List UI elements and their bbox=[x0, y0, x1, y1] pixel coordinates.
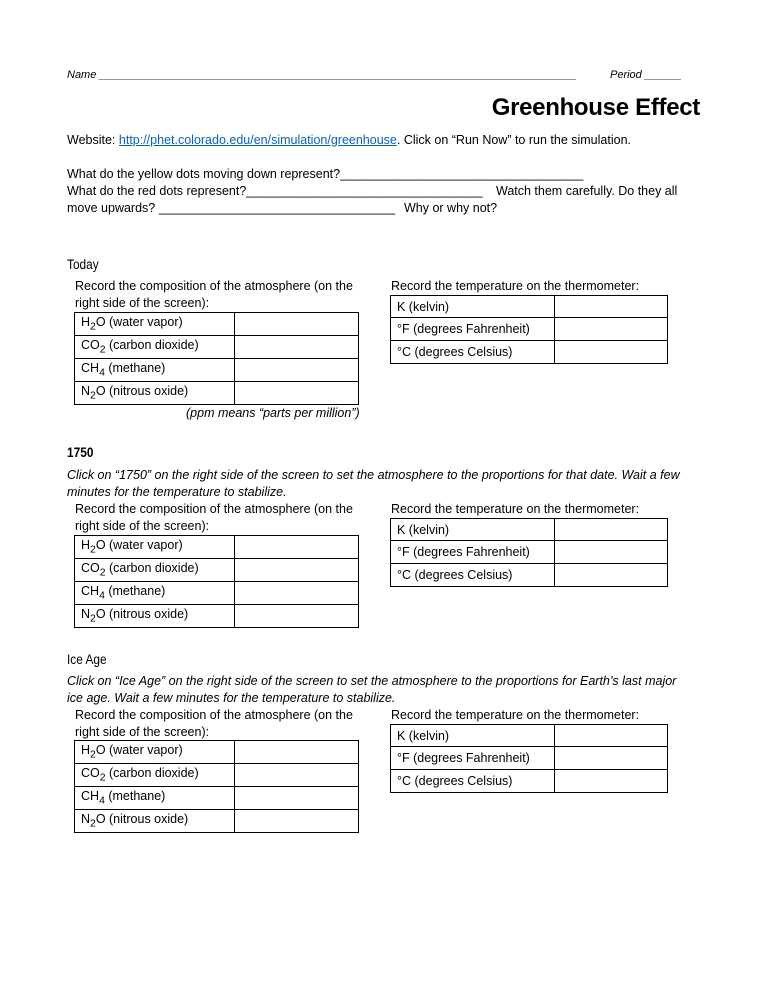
period-line: Period ______ bbox=[610, 69, 682, 81]
h2o-label: $H_2O$ (water vapor) bbox=[75, 741, 235, 764]
co2-label: $CO_2$ (carbon dioxide) bbox=[75, 336, 235, 359]
composition-heading-2: right side of the screen): bbox=[75, 296, 210, 310]
question-why: Why or why not? bbox=[404, 201, 498, 215]
website-prefix: Website: bbox=[67, 133, 116, 147]
website-link[interactable]: http://phet.colorado.edu/en/simulation/greenhouse bbox=[118, 133, 397, 147]
instruction-ice-age: Click on “Ice Age” on the right side of the screen to set the atmosphere to the proportions for Earth’s last major bbox=[67, 674, 677, 688]
table-row bbox=[75, 741, 359, 764]
composition-table-1750 bbox=[74, 535, 359, 628]
composition-heading: Record the composition of the atmosphere (on the bbox=[75, 502, 353, 516]
ch4-input[interactable] bbox=[235, 582, 359, 605]
celsius-input[interactable] bbox=[555, 564, 668, 587]
ppm-note: (ppm means “parts per million”) bbox=[186, 406, 360, 420]
question-yellow-dots: What do the yellow dots moving down represent?___________________________________ bbox=[67, 167, 584, 181]
composition-table-today bbox=[74, 312, 359, 405]
n2o-input[interactable] bbox=[235, 810, 359, 833]
section-heading-1750: 1750 bbox=[67, 445, 94, 460]
question-move-upwards: move upwards? __________________________________ bbox=[67, 201, 396, 215]
table-row bbox=[75, 382, 359, 405]
kelvin-input[interactable] bbox=[555, 725, 668, 747]
co2-input[interactable] bbox=[235, 764, 359, 787]
instruction-1750: Click on “1750” on the right side of the screen to set the atmosphere to the proportions for that date. Wait a few bbox=[67, 468, 680, 482]
table-row bbox=[75, 605, 359, 628]
celsius-label: °C (degrees Celsius) bbox=[391, 564, 555, 587]
co2-input[interactable] bbox=[235, 559, 359, 582]
n2o-input[interactable] bbox=[235, 382, 359, 405]
ch4-input[interactable] bbox=[235, 359, 359, 382]
kelvin-label: K (kelvin) bbox=[391, 725, 555, 747]
table-row bbox=[391, 564, 668, 587]
table-row bbox=[75, 810, 359, 833]
temperature-heading: Record the temperature on the thermometer: bbox=[391, 502, 640, 516]
celsius-label: °C (degrees Celsius) bbox=[391, 770, 555, 793]
table-row bbox=[391, 318, 668, 341]
n2o-label: $N_2O$ (nitrous oxide) bbox=[75, 382, 235, 405]
table-row bbox=[391, 747, 668, 770]
table-row bbox=[75, 559, 359, 582]
n2o-label: $N_2O$ (nitrous oxide) bbox=[75, 605, 235, 628]
ch4-label: $CH_4$ (methane) bbox=[75, 582, 235, 605]
celsius-input[interactable] bbox=[555, 770, 668, 793]
table-row bbox=[75, 764, 359, 787]
kelvin-label: K (kelvin) bbox=[391, 296, 555, 318]
table-row bbox=[391, 770, 668, 793]
section-heading-today: Today bbox=[67, 257, 99, 272]
composition-heading: Record the composition of the atmosphere (on the bbox=[75, 279, 353, 293]
co2-label: $CO_2$ (carbon dioxide) bbox=[75, 559, 235, 582]
table-row bbox=[75, 336, 359, 359]
table-row bbox=[75, 359, 359, 382]
table-row bbox=[75, 787, 359, 810]
fahrenheit-input[interactable] bbox=[555, 318, 668, 341]
h2o-input[interactable] bbox=[235, 313, 359, 336]
co2-label: $CO_2$ (carbon dioxide) bbox=[75, 764, 235, 787]
co2-input[interactable] bbox=[235, 336, 359, 359]
temperature-heading: Record the temperature on the thermometer: bbox=[391, 279, 640, 293]
h2o-input[interactable] bbox=[235, 741, 359, 764]
fahrenheit-label: °F (degrees Fahrenheit) bbox=[391, 541, 555, 564]
table-row bbox=[75, 582, 359, 605]
table-row bbox=[391, 296, 668, 318]
section-heading-ice-age: Ice Age bbox=[67, 652, 107, 667]
fahrenheit-label: °F (degrees Fahrenheit) bbox=[391, 318, 555, 341]
name-line: Name ______________________________________________________________________________ bbox=[67, 69, 577, 81]
table-row bbox=[391, 541, 668, 564]
composition-heading: Record the composition of the atmosphere (on the bbox=[75, 708, 353, 722]
temperature-table-today bbox=[390, 295, 668, 364]
composition-heading-2: right side of the screen): bbox=[75, 519, 210, 533]
table-row bbox=[391, 519, 668, 541]
h2o-input[interactable] bbox=[235, 536, 359, 559]
table-row bbox=[75, 536, 359, 559]
h2o-label: $H_2O$ (water vapor) bbox=[75, 313, 235, 336]
temperature-heading: Record the temperature on the thermometer: bbox=[391, 708, 640, 722]
temperature-table-1750 bbox=[390, 518, 668, 587]
kelvin-input[interactable] bbox=[555, 519, 668, 541]
celsius-input[interactable] bbox=[555, 341, 668, 364]
table-row bbox=[75, 313, 359, 336]
instruction-ice-age-2: ice age. Wait a few minutes for the temperature to stabilize. bbox=[67, 691, 396, 705]
question-red-dots-followup: Watch them carefully. Do they all bbox=[496, 184, 678, 198]
composition-table-ice-age bbox=[74, 740, 359, 833]
temperature-table-ice-age bbox=[390, 724, 668, 793]
table-row bbox=[391, 341, 668, 364]
page-title: Greenhouse Effect bbox=[491, 94, 700, 121]
ch4-label: $CH_4$ (methane) bbox=[75, 359, 235, 382]
question-red-dots: What do the red dots represent?__________________________________ bbox=[67, 184, 483, 198]
h2o-label: $H_2O$ (water vapor) bbox=[75, 536, 235, 559]
n2o-input[interactable] bbox=[235, 605, 359, 628]
table-row bbox=[391, 725, 668, 747]
celsius-label: °C (degrees Celsius) bbox=[391, 341, 555, 364]
fahrenheit-input[interactable] bbox=[555, 541, 668, 564]
fahrenheit-label: °F (degrees Fahrenheit) bbox=[391, 747, 555, 770]
fahrenheit-input[interactable] bbox=[555, 747, 668, 770]
website-line bbox=[67, 133, 631, 147]
ch4-label: $CH_4$ (methane) bbox=[75, 787, 235, 810]
kelvin-label: K (kelvin) bbox=[391, 519, 555, 541]
instruction-1750-2: minutes for the temperature to stabilize. bbox=[67, 485, 287, 499]
n2o-label: $N_2O$ (nitrous oxide) bbox=[75, 810, 235, 833]
ch4-input[interactable] bbox=[235, 787, 359, 810]
website-suffix: . Click on “Run Now” to run the simulation. bbox=[396, 133, 631, 147]
kelvin-input[interactable] bbox=[555, 296, 668, 318]
composition-heading-2: right side of the screen): bbox=[75, 725, 210, 739]
